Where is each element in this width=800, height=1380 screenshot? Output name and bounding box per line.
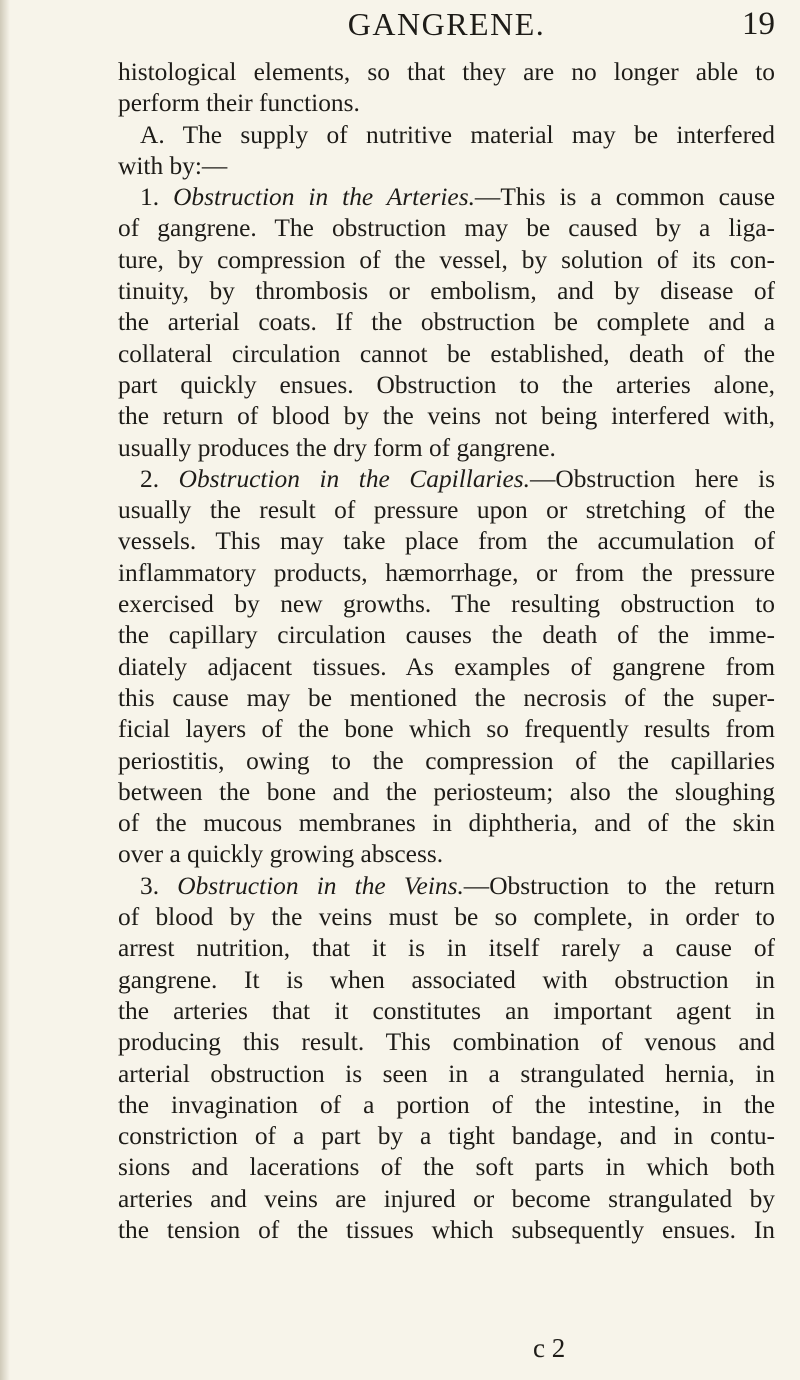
text-line xyxy=(118,589,775,620)
text-run: arterial obstruction is seen in a strangulated hernia, in xyxy=(118,1059,775,1088)
text-run: histological elements, so that they are no longer able to xyxy=(118,58,775,86)
text-line xyxy=(118,652,775,683)
text-line xyxy=(118,339,775,370)
text-run: inflammatory products, hæmorrhage, or from the pressure xyxy=(118,558,775,587)
page-number: 19 xyxy=(742,6,775,42)
text-run: of the mucous membranes in diphtheria, and of the skin xyxy=(118,809,775,838)
text-line xyxy=(118,1152,775,1183)
page-edge-shadow xyxy=(0,0,10,1380)
text-run: part quickly ensues. Obstruction to the arteries alone, xyxy=(118,370,775,399)
text-run: ture, by compression of the vessel, by solution of its con- xyxy=(118,245,775,274)
text-run: producing this result. This combination of venous and xyxy=(118,1028,775,1057)
text-run: vessels. This may take place from the accumulation of xyxy=(118,527,775,556)
text-line xyxy=(118,151,775,182)
text-line xyxy=(118,464,775,495)
text-run: arrest nutrition, that it is in itself rarely a cause of xyxy=(118,934,775,963)
text-line xyxy=(118,777,775,808)
text-run: —This is a common cause xyxy=(474,183,775,212)
text-line xyxy=(118,401,775,432)
text-run: 1. xyxy=(140,183,174,212)
text-run: the arteries that it constitutes an important agent in xyxy=(118,996,775,1025)
running-head: GANGRENE. xyxy=(347,6,546,42)
text-line xyxy=(118,276,775,307)
text-run: diately adjacent tissues. As examples of gangrene from xyxy=(118,652,775,681)
text-line xyxy=(118,307,775,338)
text-line xyxy=(118,57,775,88)
text-line xyxy=(118,871,775,902)
text-run: constriction of a part by a tight bandage, and in contu- xyxy=(118,1122,775,1151)
text-run: over a quickly growing abscess. xyxy=(118,840,444,869)
text-line xyxy=(118,245,775,276)
text-line xyxy=(118,1184,775,1215)
text-run: 2. xyxy=(140,464,179,493)
text-line xyxy=(118,495,775,526)
signature-mark: c 2 xyxy=(533,1333,566,1363)
text-line xyxy=(118,1059,775,1090)
text-run: 3. xyxy=(140,871,178,900)
text-run: exercised by new growths. The resulting obstruction to xyxy=(118,590,775,619)
text-run: usually produces the dry form of gangrene. xyxy=(118,433,556,462)
body-text xyxy=(118,57,775,1246)
text-run: gangrene. It is when associated with obstruction in xyxy=(118,965,775,994)
text-line xyxy=(118,1121,775,1152)
text-line xyxy=(118,370,775,401)
text-line xyxy=(118,558,775,589)
text-run: the arterial coats. If the obstruction be complete and a xyxy=(118,308,775,337)
text-run: the capillary circulation causes the death of the imme- xyxy=(118,621,775,650)
text-run: of gangrene. The obstruction may be caused by a liga- xyxy=(118,214,775,243)
text-run: the invagination of a portion of the intestine, in the xyxy=(118,1090,775,1119)
text-run: the return of blood by the veins not being interfered with, xyxy=(118,402,775,431)
section-heading: Obstruction in the Veins. xyxy=(177,871,464,900)
text-line xyxy=(118,965,775,996)
text-line xyxy=(118,683,775,714)
text-line xyxy=(118,808,775,839)
text-line xyxy=(118,902,775,933)
text-line xyxy=(118,1027,775,1058)
text-line xyxy=(118,714,775,745)
text-run: ficial layers of the bone which so frequently results from xyxy=(118,715,775,744)
text-line xyxy=(118,839,775,870)
text-line xyxy=(118,182,775,213)
text-line xyxy=(118,1090,775,1121)
text-run: of blood by the veins must be so complete, in order to xyxy=(118,903,775,932)
text-line xyxy=(118,213,775,244)
text-run: the tension of the tissues which subsequently ensues. In xyxy=(118,1215,775,1244)
text-line xyxy=(118,1215,775,1246)
text-run: with by:— xyxy=(118,151,228,180)
text-line xyxy=(118,933,775,964)
page-header xyxy=(118,6,775,56)
text-run: A. The supply of nutritive material may be interfered xyxy=(140,120,775,149)
text-run: tinuity, by thrombosis or embolism, and by disease of xyxy=(118,277,775,306)
text-run: —Obstruction to the return xyxy=(463,871,776,900)
text-run: arteries and veins are injured or become strangulated by xyxy=(118,1184,775,1213)
text-line xyxy=(118,996,775,1027)
text-line xyxy=(118,526,775,557)
text-line xyxy=(118,620,775,651)
text-line xyxy=(118,120,775,151)
section-heading: Obstruction in the Capillaries. xyxy=(178,464,530,493)
text-line xyxy=(118,88,775,119)
text-run: between the bone and the periosteum; also the sloughing xyxy=(118,777,775,806)
text-run: usually the result of pressure upon or stretching of the xyxy=(118,496,775,525)
text-line xyxy=(118,433,775,464)
text-run: periostitis, owing to the compression of the capillaries xyxy=(118,746,775,775)
section-heading: Obstruction in the Arteries. xyxy=(173,183,475,212)
text-run: —Obstruction here is xyxy=(529,464,775,493)
text-run: this cause may be mentioned the necrosis of the super- xyxy=(118,683,775,712)
text-line xyxy=(118,746,775,777)
text-run: sions and lacerations of the soft parts in which both xyxy=(118,1153,775,1182)
text-run: perform their functions. xyxy=(118,89,360,118)
text-run: collateral circulation cannot be established, death of the xyxy=(118,339,775,368)
